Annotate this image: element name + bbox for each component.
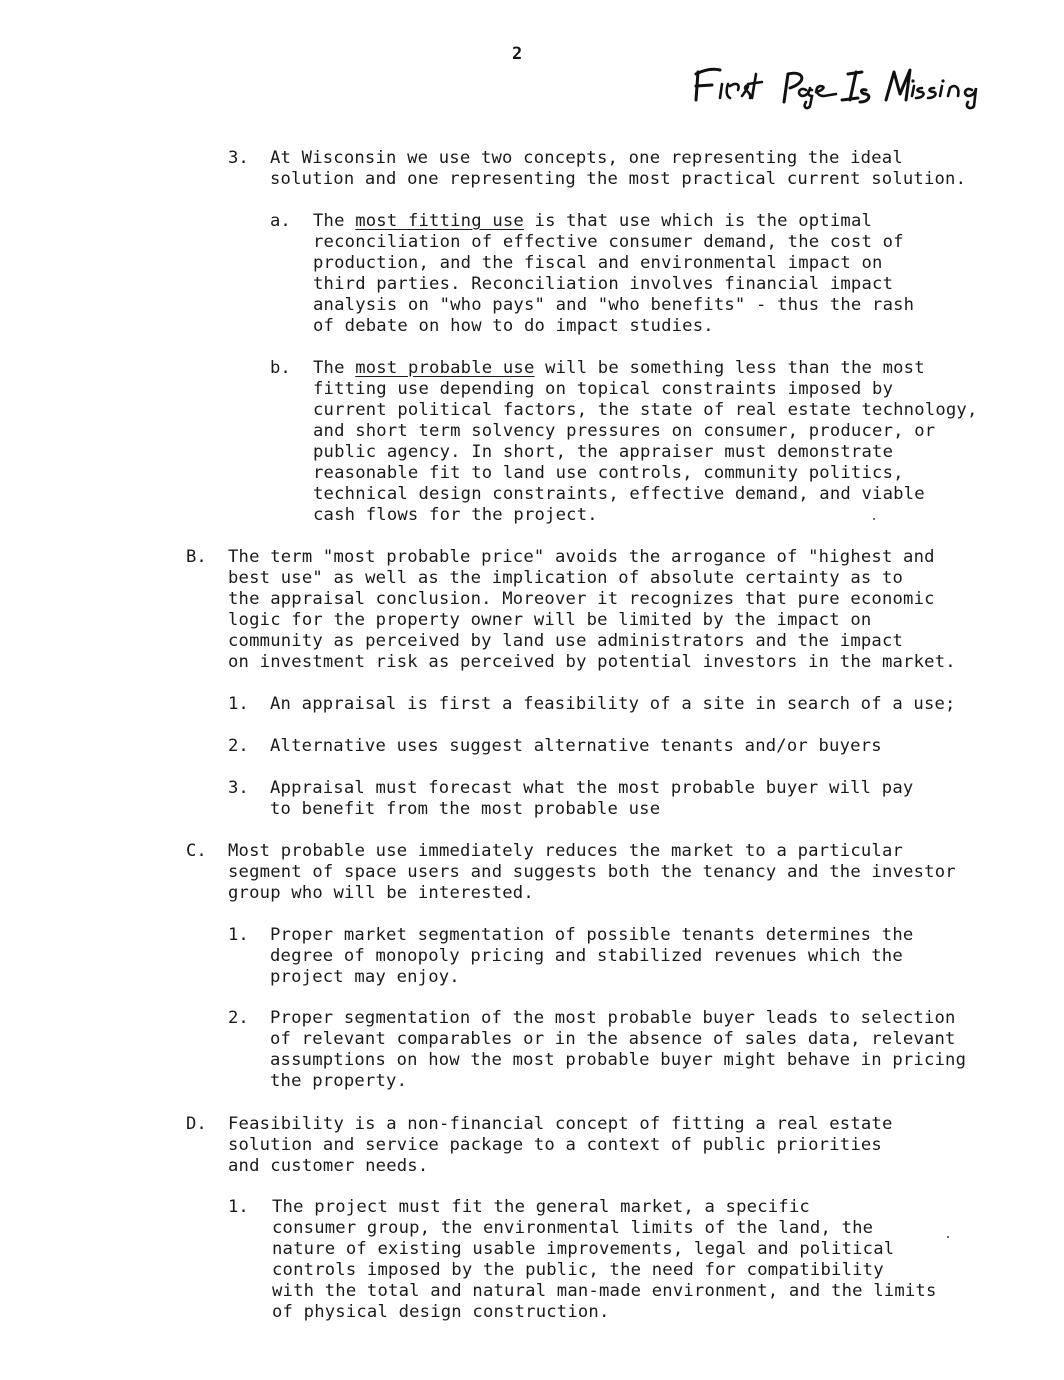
- item-b2-line: Alternative uses suggest alternative tenants and/or buyers: [270, 736, 882, 756]
- item-c1-line: Proper market segmentation of possible tenants determines the: [270, 925, 914, 945]
- item-3b-prefix: The: [313, 358, 356, 378]
- item-b-line: logic for the property owner will be limited by the impact on: [228, 610, 872, 630]
- item-3a-first-line: [313, 211, 914, 232]
- item-b3-line: to benefit from the most probable use: [270, 799, 661, 819]
- item-c2-text: [270, 1008, 966, 1092]
- handwritten-note-scribble: [690, 60, 1020, 110]
- item-b2-marker: 2.: [228, 736, 249, 756]
- item-3a-prefix: The: [313, 211, 356, 231]
- item-b3-marker: 3.: [228, 778, 249, 798]
- item-b-line: The term "most probable price" avoids the arrogance of "highest and: [228, 547, 935, 567]
- page-number: 2: [512, 44, 523, 64]
- item-3b-line: and short term solvency pressures on consumer, producer, or: [313, 421, 936, 441]
- item-3b-line: cash flows for the project.: [313, 505, 598, 525]
- item-b-text: [228, 547, 956, 673]
- item-b-line: on investment risk as perceived by potential investors in the market.: [228, 652, 956, 672]
- item-d1-line: nature of existing usable improvements, legal and political: [272, 1239, 895, 1259]
- item-c2-line: assumptions on how the most probable buyer might behave in pricing: [270, 1050, 967, 1070]
- item-c2-line: the property.: [270, 1071, 408, 1091]
- item-3b-line: reasonable fit to land use controls, community politics,: [313, 463, 904, 483]
- handwritten-note: [690, 60, 1020, 110]
- item-d-text: [228, 1114, 893, 1177]
- item-3a-suffix: is that use which is the optimal: [523, 211, 873, 231]
- item-3-line: At Wisconsin we use two concepts, one representing the ideal: [270, 148, 903, 168]
- item-c1-line: degree of monopoly pricing and stabilized revenues which the: [270, 946, 903, 966]
- item-d1-line: The project must fit the general market, a specific: [272, 1197, 810, 1217]
- item-3-marker: 3.: [228, 148, 249, 168]
- item-3a-line: reconciliation of effective consumer demand, the cost of: [313, 232, 904, 252]
- item-c-text: [228, 841, 956, 904]
- item-d1-line: of physical design construction.: [272, 1302, 610, 1322]
- scan-speck: [873, 518, 875, 520]
- most-fitting-use-term: most fitting use: [355, 211, 524, 231]
- scan-speck: [947, 1236, 949, 1238]
- item-3a-marker: a.: [270, 211, 291, 231]
- most-probable-use-term: most probable use: [355, 358, 535, 378]
- item-b1-text: [270, 694, 956, 715]
- item-c-marker: C.: [186, 841, 207, 861]
- item-3-line: solution and one representing the most practical current solution.: [270, 169, 967, 189]
- item-c1-marker: 1.: [228, 925, 249, 945]
- item-b-line: community as perceived by land use administrators and the impact: [228, 631, 904, 651]
- item-3a-line: of debate on how to do impact studies.: [313, 316, 714, 336]
- item-c1-line: project may enjoy.: [270, 967, 460, 987]
- item-c2-line: of relevant comparables or in the absence of sales data, relevant: [270, 1029, 956, 1049]
- item-3b-text: [313, 358, 978, 526]
- item-b1-line: An appraisal is first a feasibility of a site in search of a use;: [270, 694, 956, 714]
- item-c2-marker: 2.: [228, 1008, 249, 1028]
- item-3b-line: current political factors, the state of real estate technology,: [313, 400, 978, 420]
- item-3a-line: third parties. Reconciliation involves financial impact: [313, 274, 894, 294]
- item-d1-line: controls imposed by the public, the need for compatibility: [272, 1260, 884, 1280]
- item-b-marker: B.: [186, 547, 207, 567]
- item-b3-line: Appraisal must forecast what the most probable buyer will pay: [270, 778, 914, 798]
- item-c1-text: [270, 925, 913, 988]
- item-d1-marker: 1.: [228, 1197, 249, 1217]
- item-3a-line: analysis on "who pays" and "who benefits" - thus the rash: [313, 295, 915, 315]
- item-d1-text: [272, 1197, 937, 1323]
- item-c-line: group who will be interested.: [228, 883, 534, 903]
- item-3a-line: production, and the fiscal and environmental impact on: [313, 253, 883, 273]
- item-3a-text: [313, 211, 914, 337]
- item-b2-text: [270, 736, 882, 757]
- item-d1-line: consumer group, the environmental limits of the land, the: [272, 1218, 874, 1238]
- item-b3-text: [270, 778, 913, 820]
- item-d-line: solution and service package to a context of public priorities: [228, 1135, 882, 1155]
- item-c-line: Most probable use immediately reduces the market to a particular: [228, 841, 904, 861]
- item-3b-line: fitting use depending on topical constraints imposed by: [313, 379, 894, 399]
- item-d-line: and customer needs.: [228, 1156, 429, 1176]
- item-b1-marker: 1.: [228, 694, 249, 714]
- item-b-line: best use" as well as the implication of absolute certainty as to: [228, 568, 904, 588]
- item-3b-marker: b.: [270, 358, 291, 378]
- item-3b-line: technical design constraints, effective demand, and viable: [313, 484, 925, 504]
- item-d1-line: with the total and natural man-made environment, and the limits: [272, 1281, 937, 1301]
- item-c2-line: Proper segmentation of the most probable buyer leads to selection: [270, 1008, 956, 1028]
- item-c-line: segment of space users and suggests both the tenancy and the investor: [228, 862, 956, 882]
- item-3-text: [270, 148, 966, 190]
- item-d-marker: D.: [186, 1114, 207, 1134]
- item-b-line: the appraisal conclusion. Moreover it recognizes that pure economic: [228, 589, 935, 609]
- item-3b-first-line: [313, 358, 978, 379]
- item-d-line: Feasibility is a non-financial concept of fitting a real estate: [228, 1114, 893, 1134]
- item-3b-suffix: will be something less than the most: [534, 358, 925, 378]
- item-3b-line: public agency. In short, the appraiser must demonstrate: [313, 442, 894, 462]
